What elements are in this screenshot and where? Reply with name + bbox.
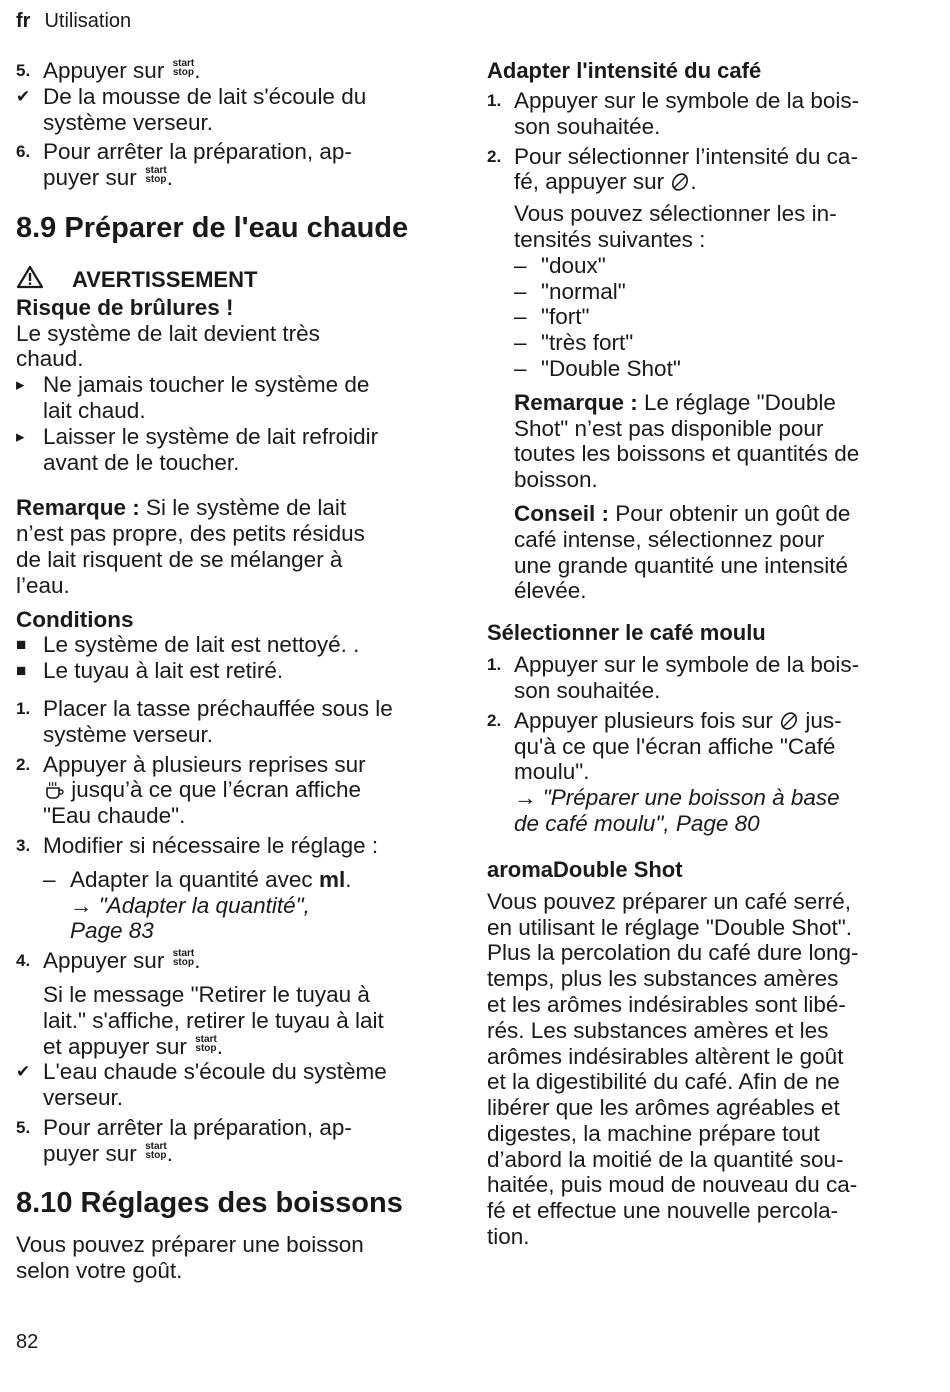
section-heading-8-9: 8.9 Préparer de l'eau chaude xyxy=(16,211,409,244)
ml-icon: ml xyxy=(318,866,346,892)
start-stop-icon: start stop xyxy=(195,1033,217,1054)
step-1: 1. Appuyer sur le symbole de la bois- son souhaitée. xyxy=(487,88,860,139)
section-name: Utilisation xyxy=(44,10,132,32)
result-text: De la mousse de lait s'écoule du xyxy=(43,83,367,109)
result-item xyxy=(16,84,446,136)
step-number: 5. xyxy=(16,1117,31,1137)
subheading-intensity: Adapter l'intensité du café xyxy=(487,58,762,83)
triangle-bullet-icon: ▸ xyxy=(16,426,25,446)
warning-title: AVERTISSEMENT xyxy=(72,266,258,292)
warning-box xyxy=(16,265,446,475)
step-number: 6. xyxy=(16,142,31,162)
step-number: 4. xyxy=(16,951,31,971)
condition-item: ■ Le tuyau à lait est retiré. xyxy=(16,658,284,684)
step-note: Si le message "Retirer le tuyau à lait." s'affiche, retirer le tuyau à lait et appuyer sur start stop. xyxy=(43,981,384,1059)
start-stop-icon: start stop xyxy=(172,948,195,969)
step-text: Appuyer sur xyxy=(43,58,165,83)
intensity-note: Vous pouvez sélectionner les in- tensités suivantes : xyxy=(514,201,837,252)
step-text: Pour arrêter la préparation, ap- xyxy=(43,139,352,165)
square-bullet-icon: ■ xyxy=(16,661,27,681)
cross-reference-link[interactable]: → "Adapter la quantité", xyxy=(70,892,310,918)
page-header xyxy=(16,9,131,33)
step-2: 2. Pour sélectionner l’intensité du ca- fé, appuyer sur . xyxy=(487,143,858,195)
start-stop-icon: start stop xyxy=(145,1140,167,1161)
step-3: 3. Modifier si nécessaire le réglage : xyxy=(16,832,379,858)
step-number: 1. xyxy=(487,91,502,110)
start-stop-icon: start stop xyxy=(145,165,167,186)
step-number: 5. xyxy=(16,61,31,80)
tip-label: Conseil : xyxy=(514,500,610,526)
warning-action: ▸ Laisser le système de lait refroidir avant de le toucher. xyxy=(16,423,379,475)
step-6: 6. Pour arrêter la préparation, ap- puyer sur start stop. xyxy=(16,139,352,191)
start-stop-icon: start stop xyxy=(172,58,195,78)
intensity-bean-icon xyxy=(670,169,690,194)
step-number: 1. xyxy=(487,655,502,675)
intensity-item: – "normal" xyxy=(514,278,626,304)
sub-step: – Adapter la quantité avec ml. → "Adapter la quantité", Page 83 xyxy=(43,866,352,944)
tip-paragraph: Conseil : Pour obtenir un goût de café intense, sélectionnez pour une grande quantité une intensité élevée. xyxy=(514,500,851,604)
intensity-item: – "fort" xyxy=(514,304,590,330)
check-icon: ✔ xyxy=(16,1062,31,1082)
aroma-paragraph: Vous pouvez préparer un café serré, en utilisant le réglage "Double Shot". Plus la percolation du café dure long- temps, plus les substances amères et les arômes indésirables sont libé- rés. Les substances amères et les arômes indésirables altèrent le goût et la digestibilité du café. Afin de ne libérer que les arômes agréables et digestes, la machine prépare tout d’abord la moitié de la quantité sou- haitée, puis moud de nouveau du ca- fé et effectue une nouvelle percola- tion. xyxy=(487,888,859,1250)
conditions-title: Conditions xyxy=(16,606,134,632)
note-label: Remarque : xyxy=(514,389,638,415)
step-4: 4. Appuyer sur start stop. xyxy=(16,948,201,974)
intensity-list xyxy=(487,253,917,382)
note-paragraph: Remarque : Si le système de lait n’est pas propre, des petits résidus de lait risquent de se mélanger à l’eau. xyxy=(16,495,365,598)
check-icon: ✔ xyxy=(16,86,31,106)
step-number: 2. xyxy=(487,146,502,166)
section-heading-8-10: 8.10 Réglages des boissons xyxy=(16,1187,403,1220)
step-2: 2. Appuyer plusieurs fois sur jus- qu'à ce que l'écran affiche "Café moulu". → "Préparer une boisson à base de café moulu", Page 80 xyxy=(487,707,842,836)
intensity-item: – "doux" xyxy=(514,252,606,278)
step-number: 3. xyxy=(16,835,31,855)
triangle-bullet-icon: ▸ xyxy=(16,375,25,395)
section-intro: Vous pouvez préparer une boisson selon votre goût. xyxy=(16,1232,364,1284)
subheading-aroma-double-shot: aromaDouble Shot xyxy=(487,856,683,882)
condition-item: ■ Le système de lait est nettoyé. . xyxy=(16,632,360,658)
subheading-ground-coffee: Sélectionner le café moulu xyxy=(487,620,766,646)
square-bullet-icon: ■ xyxy=(16,635,27,655)
step-number: 2. xyxy=(16,754,31,774)
result-text: système verseur. xyxy=(43,109,214,135)
step-1: 1. Appuyer sur le symbole de la bois- son souhaitée. xyxy=(487,652,860,703)
warning-triangle-icon xyxy=(16,265,72,295)
intensity-item: – "très fort" xyxy=(514,330,634,356)
step-number: 1. xyxy=(16,698,31,718)
intensity-bean-icon xyxy=(779,708,799,733)
step-5: 5. Appuyer sur start stop. xyxy=(16,58,201,83)
right-column xyxy=(487,58,917,1250)
hot-water-icon xyxy=(43,777,65,802)
cross-reference-link[interactable]: de café moulu", Page 80 xyxy=(514,810,760,836)
cross-reference-link[interactable]: → "Préparer une boisson à base xyxy=(514,785,840,811)
note-paragraph: Remarque : Le réglage "Double Shot" n’est pas disponible pour toutes les boissons et quantités de boisson. xyxy=(514,389,860,493)
note-label: Remarque : xyxy=(16,495,140,521)
step-2: 2. Appuyer à plusieurs reprises sur jusqu’à ce que l’écran affiche "Eau chaude". xyxy=(16,751,366,829)
intensity-item: – "Double Shot" xyxy=(514,355,681,381)
left-column xyxy=(16,58,446,1284)
step-number: 2. xyxy=(487,710,502,730)
warning-subtitle: Risque de brûlures ! xyxy=(16,294,234,320)
language-code: fr xyxy=(16,10,31,32)
warning-action: ▸ Ne jamais toucher le système de lait chaud. xyxy=(16,372,370,423)
cross-reference-link[interactable]: Page 83 xyxy=(70,918,154,944)
step-5: 5. Pour arrêter la préparation, ap- puyer sur start stop. xyxy=(16,1114,352,1166)
result-item: ✔ L'eau chaude s'écoule du système verseur. xyxy=(16,1059,387,1111)
page-number: 82 xyxy=(16,1331,39,1353)
warning-text: Le système de lait devient très chaud. xyxy=(16,320,320,372)
step-text: puyer sur xyxy=(43,165,137,191)
step-1: 1. Placer la tasse préchauffée sous le système verseur. xyxy=(16,695,393,747)
